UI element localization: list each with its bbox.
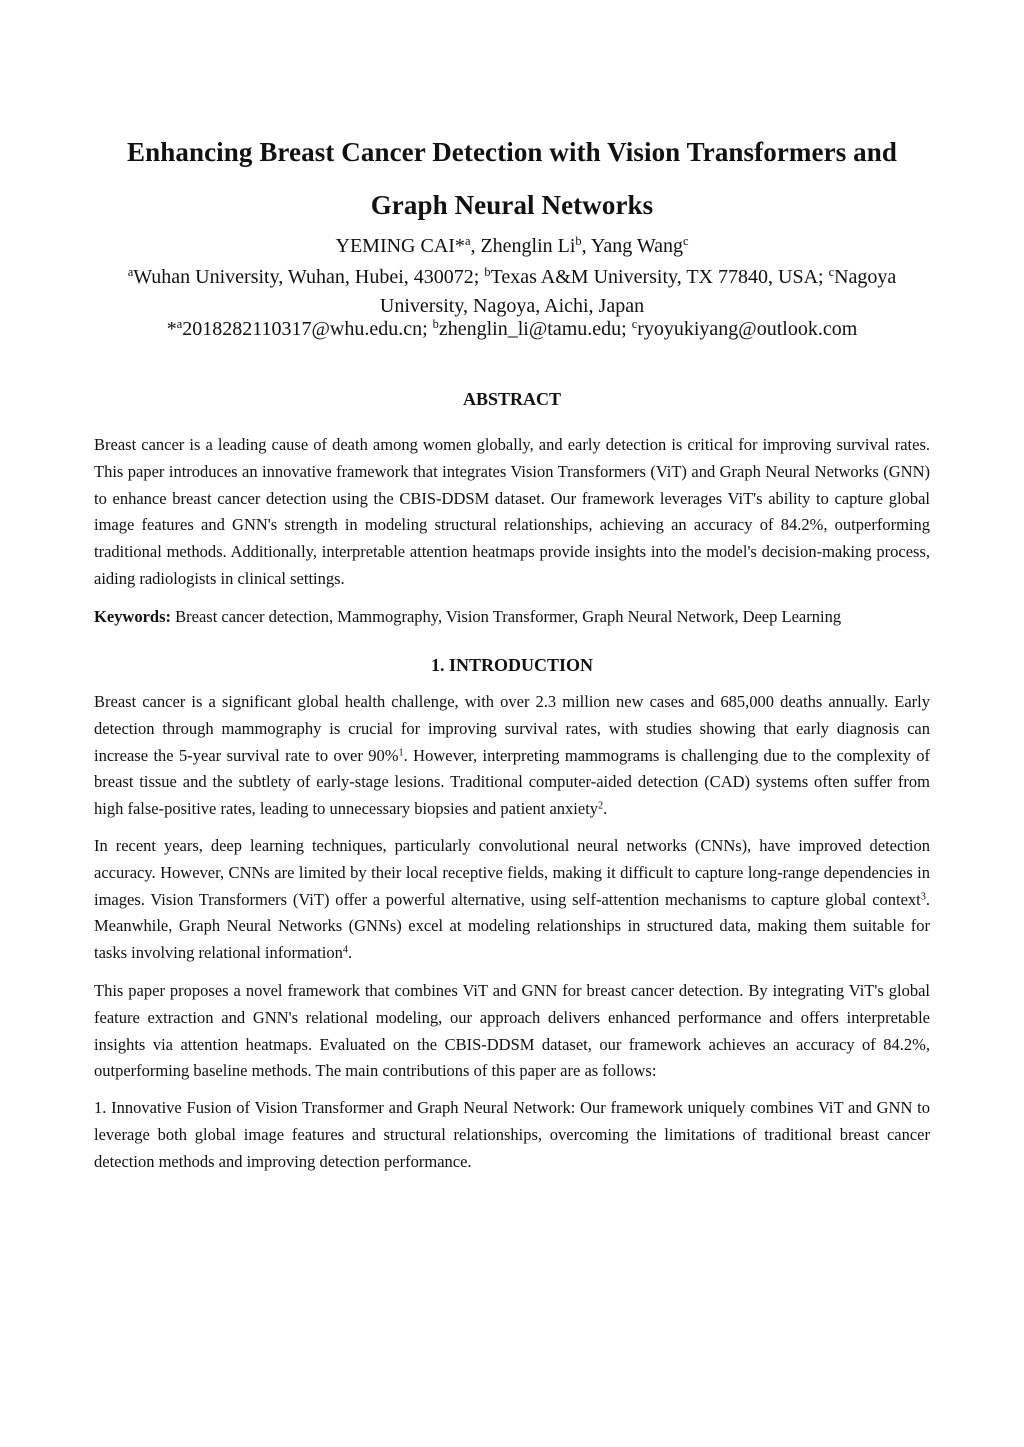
paragraph-text: In recent years, deep learning techniques, particularly convolutional neural networks (CNNs), have improved detection accuracy. However, CNNs are limited by their local receptive fields, making it difficult to capture long-range dependencies in images. Vision Transformers (ViT) offer a powerful alternative, using self-attention mechanisms to capture global context [94,836,930,909]
contribution-item-1: 1. Innovative Fusion of Vision Transformer and Graph Neural Network: Our framework uniquely combines ViT and GNN to leverage both global image features and structural relationships, overcoming the limitations of traditional breast cancer detection methods and improving detection performance. [94,1098,930,1171]
citation-ref: 2 [598,800,604,812]
paper-title-line-1: Enhancing Breast Cancer Detection with Vision Transformers and [127,137,897,167]
author-emails [60,319,964,339]
affiliation-mark: a [127,265,134,280]
email-prefix: * [166,318,177,340]
affiliations [100,263,924,321]
affiliation-a: Wuhan University, Wuhan, Hubei, 430072; [133,266,480,288]
email-mark: b [432,317,439,332]
abstract-heading: ABSTRACT [462,389,562,409]
keywords-label: Keywords: [94,607,171,626]
author-affiliation-mark: c [683,234,689,249]
introduction-heading: 1. INTRODUCTION [430,655,594,675]
email-c: ryoyukiyang@outlook.com [637,318,858,340]
citation-ref: 3 [920,890,926,902]
paragraph-text: . However, interpreting mammograms is challenging due to the complexity of breast tissue and the subtlety of early-stage lesions. Traditional computer-aided detection (CAD) systems often suffer from high false-positive rates, leading to unnecessary biopsies and patient anxiety [94,745,930,819]
keywords [94,604,930,630]
intro-paragraph-1 [94,689,930,823]
author-name: Yang Wang [590,235,683,257]
affiliation-mark: c [828,265,835,280]
paper-title-line-2: Graph Neural Networks [370,190,654,220]
citation-ref: 4 [342,944,348,956]
author-affiliation-mark: a [464,234,471,249]
paragraph-text: . [347,943,353,963]
author-affiliation-mark: b [575,234,582,249]
intro-paragraph-3: This paper proposes a novel framework that combines ViT and GNN for breast cancer detection. By integrating ViT's global feature extraction and GNN's relational modeling, our approach delivers enhanced performance and offers interpretable insights via attention heatmaps. Evaluated on the CBIS-DDSM dataset, our framework achieves an accuracy of 84.2%, outperforming baseline methods. The main contributions of this paper are as follows: [94,981,930,1081]
affiliation-c: Nagoya University, Nagoya, Aichi, Japan [379,266,897,317]
author-list [60,236,964,256]
email-a: 2018282110317@whu.edu.cn; [182,318,428,340]
author-name: YEMING CAI* [335,235,465,257]
email-mark: a [176,317,183,332]
email-mark: c [631,317,638,332]
intro-paragraph-2 [94,833,930,967]
email-b: zhenglin_li@tamu.edu; [438,318,627,340]
separator: , [581,235,591,257]
affiliation-b: Texas A&M University, TX 77840, USA; [490,266,824,288]
abstract-text: Breast cancer is a leading cause of death among women globally, and early detection is critical for improving survival rates. This paper introduces an innovative framework that integrates Vision Transformers (ViT) and Graph Neural Networks (GNN) to enhance breast cancer detection using the CBIS-DDSM dataset. Our framework leverages ViT's ability to capture global image features and GNN's strength in modeling structural relationships, achieving an accuracy of 84.2%, outperforming traditional methods. Additionally, interpretable attention heatmaps provide insights into the model's decision-making process, aiding radiologists in clinical settings. [94,435,930,588]
paragraph-text: . [603,799,608,819]
keywords-text: Breast cancer detection, Mammography, Vision Transformer, Graph Neural Network, Deep Learning [175,607,842,626]
author-name: Zhenglin Li [480,235,576,257]
affiliation-mark: b [484,265,491,280]
separator: , [470,235,481,257]
paragraph-text: . Meanwhile, Graph Neural Networks (GNNs) excel at modeling relationships in structured data, making them suitable for tasks involving relational information [94,889,930,963]
paragraph-text: Breast cancer is a significant global health challenge, with over 2.3 million new cases and 685,000 deaths annually. Early detection through mammography is crucial for improving survival rates, with studies showing that early diagnosis can increase the 5-year survival rate to over 90% [94,692,930,765]
citation-ref: 1 [398,746,404,758]
